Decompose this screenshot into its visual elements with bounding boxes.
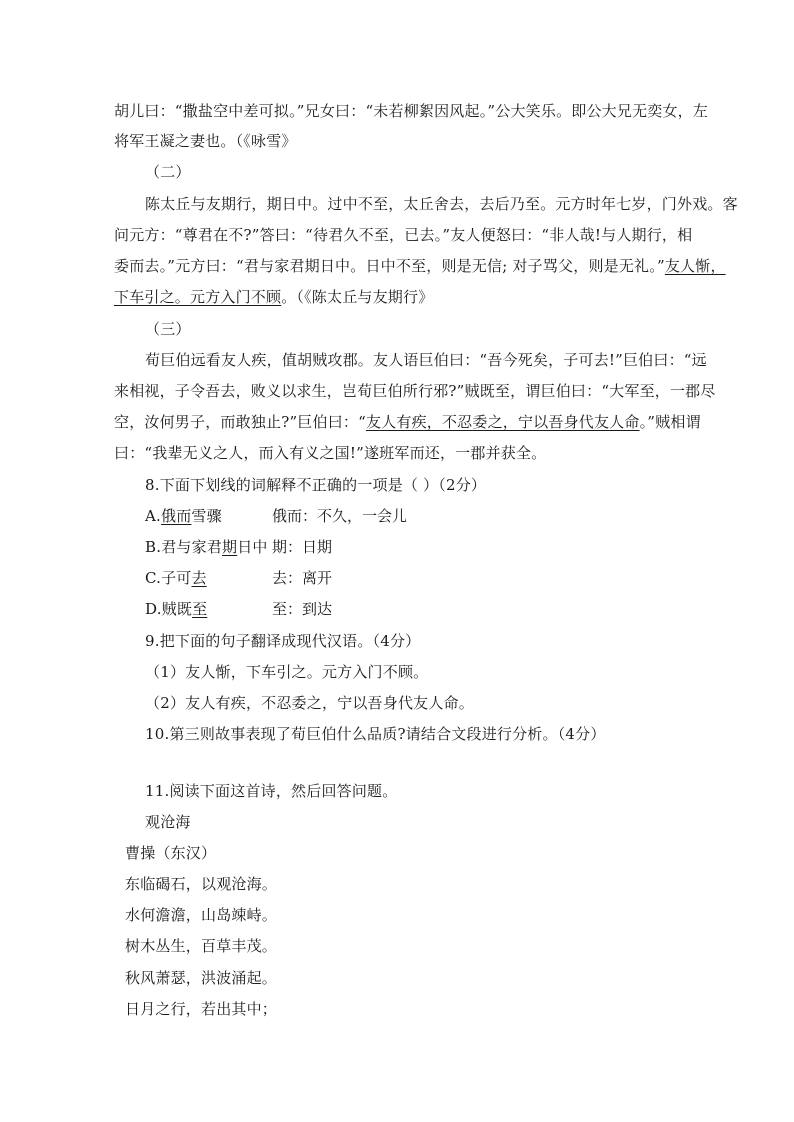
section3-line-3-text: 空，汝何男子，而敢独止?”巨伯曰：“ — [114, 413, 366, 431]
underlined-sentence-part-2: 下车引之。元方入门不顾 — [114, 288, 282, 306]
underlined-sentence-part-1: 友人惭， — [664, 257, 726, 275]
section3-line-2: 来相视，子令吾去，败义以求生，岂荀巨伯所行邪?”贼既至，谓巨伯曰：“大军至，一郡尽 — [114, 382, 716, 400]
section3-line-3 — [114, 412, 701, 432]
poem-line-3: 树木丛生，百草丰茂。 — [125, 937, 278, 955]
question-9-stem: 9.把下面的句子翻译成现代汉语。（4分） — [145, 632, 421, 650]
question-8-option-b — [145, 537, 268, 557]
section2-line-1: 陈太丘与友期行，期日中。过中不至，太丘舍去，去后乃至。元方时年七岁，门外戏。客 — [145, 195, 738, 213]
option-d-underlined-word: 至 — [192, 600, 208, 618]
section2-heading: （二） — [145, 163, 191, 181]
underlined-sentence-3: 友人有疾，不忍委之，宁以吾身代友人命 — [365, 413, 640, 431]
option-b-prefix: B.君与家君 — [145, 538, 222, 556]
option-c-prefix: C.子可 — [145, 569, 192, 587]
option-b-underlined-word: 期 — [222, 538, 238, 556]
option-b-rest: 日中 — [237, 538, 268, 556]
poem-title: 观沧海 — [145, 813, 191, 831]
question-8-option-c-gloss: 去：离开 — [272, 569, 333, 587]
passage1-line-2: 将军王凝之妻也。（《咏雪》 — [114, 132, 297, 150]
question-8-option-a — [145, 506, 222, 526]
section2-line-3 — [114, 256, 726, 276]
poem-line-4: 秋风萧瑟，洪波涌起。 — [125, 969, 278, 987]
passage1-line-1: 胡儿曰：“撒盐空中差可拟。”兄女曰：“未若柳絮因风起。”公大笑乐。即公大兄无奕女，左 — [114, 102, 709, 120]
section2-line-2: 问元方：“尊君在不?”答曰：“待君久不至，已去。”友人便怒曰：“非人哉!与人期行，相 — [114, 226, 693, 244]
question-8-option-d — [145, 599, 207, 619]
question-11-stem: 11.阅读下面这首诗，然后回答问题。 — [145, 782, 398, 800]
option-c-underlined-word: 去 — [191, 569, 207, 587]
question-10-stem: 10.第三则故事表现了荀巨伯什么品质?请结合文段进行分析。（4分） — [145, 725, 606, 743]
poem-line-1: 东临碣石，以观沧海。 — [125, 875, 278, 893]
question-8-stem: 8.下面下划线的词解释不正确的一项是（ ）（2分） — [145, 476, 487, 494]
question-8-option-a-gloss: 俄而：不久，一会儿 — [272, 507, 408, 525]
question-9-item-1: （1）友人惭，下车引之。元方入门不顾。 — [145, 663, 429, 681]
poem-line-2: 水何澹澹，山岛竦峙。 — [125, 906, 278, 924]
option-a-rest: 雪骤 — [191, 507, 222, 525]
option-a-prefix: A. — [145, 507, 162, 525]
question-8-option-b-gloss: 期：日期 — [272, 538, 333, 556]
question-9-item-2: （2）友人有疾，不忍委之，宁以吾身代友人命。 — [145, 694, 474, 712]
question-8-option-c — [145, 568, 207, 588]
section2-source: 。（《陈太丘与友期行》 — [281, 288, 434, 306]
poem-line-5: 日月之行，若出其中； — [125, 1000, 278, 1018]
option-d-prefix: D.贼既 — [145, 600, 193, 618]
section2-line-3-text: 委而去。”元方曰：“君与家君期日中。日中不至，则是无信; 对子骂父，则是无礼。” — [114, 257, 665, 275]
section2-line-4 — [114, 287, 433, 307]
section3-line-3-end: 。”贼相谓 — [639, 413, 701, 431]
option-a-underlined-word: 俄而 — [161, 507, 192, 525]
poem-author: 曹操（东汉） — [125, 844, 217, 862]
section3-heading: （三） — [145, 320, 191, 338]
section3-line-1: 荀巨伯远看友人疾，值胡贼攻郡。友人语巨伯曰：“吾今死矣，子可去!”巨伯曰：“远 — [145, 351, 707, 369]
question-8-option-d-gloss: 至：到达 — [272, 600, 333, 618]
section3-line-4: 曰：“我辈无义之人，而入有义之国!”遂班军而还，一郡并获全。 — [114, 444, 547, 462]
